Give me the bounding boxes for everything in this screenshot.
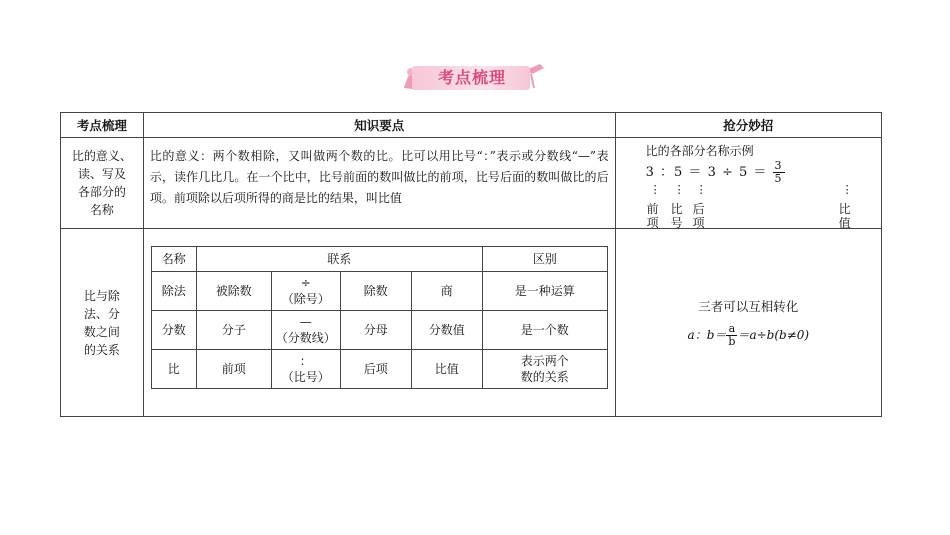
topic-label-line: 读、写及	[77, 167, 126, 181]
formula-fraction	[726, 323, 737, 348]
relation-header-diff: 区别	[482, 247, 607, 272]
conversion-title: 三者可以互相转化	[698, 299, 799, 314]
topic-label-line: 数之间	[83, 324, 120, 339]
vertical-dots-icon: ⋮	[841, 183, 853, 196]
relation-diff: 是一种运算	[482, 272, 607, 311]
part-label-colon: 比号	[670, 202, 683, 230]
part-label-value: 比值	[838, 202, 851, 230]
topic-label-line: 各部分的	[77, 185, 126, 199]
topic-label	[61, 138, 144, 229]
tip-cell	[615, 138, 881, 229]
example-expr-text: 3 ：5 ＝ 3 ÷ 5 ＝	[645, 165, 768, 180]
table-row	[151, 272, 607, 311]
relation-a: 被除数	[196, 272, 271, 311]
relation-diff-line: 数的关系	[520, 370, 569, 384]
header-col3: 抢分妙招	[615, 113, 881, 138]
formula-lhs: a：b＝	[687, 328, 727, 342]
topic-label-line: 法、分	[83, 306, 120, 321]
relation-op-name: （比号）	[281, 370, 330, 384]
knowledge-text: 比的意义：两个数相除，又叫做两个数的比。比可以用比号“：”表示或分数线“—”表示，读作几比几。在一个比中，比号前面的数叫做比的前项，比号后面的数叫做比的后项。前项除以后项所得的商是比的结果，叫比值	[143, 138, 615, 229]
relation-c: 比值	[411, 350, 482, 389]
header-row	[61, 113, 882, 138]
formula-rhs: ＝a÷b(b≠0)	[737, 328, 810, 342]
relation-header-row	[151, 247, 607, 272]
header-col2: 知识要点	[143, 113, 615, 138]
relation-diff: 是一个数	[482, 311, 607, 350]
relation-c: 商	[411, 272, 482, 311]
conversion-tip	[615, 229, 881, 417]
relation-op-symbol: —	[299, 315, 312, 329]
conversion-formula	[687, 322, 810, 348]
relation-b: 后项	[340, 350, 411, 389]
table-row	[151, 350, 607, 389]
vertical-dots-icon: ⋮	[649, 183, 661, 196]
part-label-front: 前项	[646, 202, 659, 230]
section-banner	[398, 60, 546, 94]
relation-op-symbol: ：	[299, 354, 312, 368]
relation-a: 分子	[196, 311, 271, 350]
table-row	[151, 311, 607, 350]
topic-label-line: 比与除	[83, 288, 120, 303]
table-row	[61, 138, 882, 229]
relation-op	[271, 350, 340, 389]
relation-op	[271, 272, 340, 311]
review-table	[60, 112, 882, 417]
relation-diff-line: 表示两个	[520, 354, 569, 368]
topic-label	[61, 229, 144, 417]
topic-label-line: 比的意义、	[71, 149, 132, 163]
relation-name: 比	[151, 350, 196, 389]
part-label-back: 后项	[692, 202, 705, 230]
relation-name: 分数	[151, 311, 196, 350]
relation-b: 除数	[340, 272, 411, 311]
relation-name: 除法	[151, 272, 196, 311]
fraction-numerator: 3	[774, 159, 783, 172]
relation-table	[151, 246, 608, 389]
relation-header-name: 名称	[151, 247, 196, 272]
example-fraction	[773, 160, 785, 185]
fraction-denominator: 5	[774, 172, 783, 185]
relation-op	[271, 311, 340, 350]
relation-diff	[482, 350, 607, 389]
relation-op-name: （除号）	[281, 292, 330, 306]
relation-cell	[143, 229, 615, 417]
table-row	[61, 229, 882, 417]
header-col1: 考点梳理	[61, 113, 144, 138]
vertical-dots-icon: ⋮	[695, 183, 707, 196]
relation-op-name: （分数线）	[275, 331, 336, 345]
relation-a: 前项	[196, 350, 271, 389]
banner-title: 考点梳理	[437, 68, 506, 87]
relation-c: 分数值	[411, 311, 482, 350]
ratio-parts-example	[616, 138, 881, 228]
fraction-denominator: b	[728, 335, 736, 348]
example-title: 比的各部分名称示例	[645, 144, 754, 158]
topic-label-line: 名称	[89, 203, 114, 217]
fraction-numerator: a	[726, 323, 737, 336]
example-expression	[646, 160, 785, 185]
topic-label-line: 的关系	[83, 342, 120, 357]
relation-header-link: 联系	[196, 247, 482, 272]
relation-b: 分母	[340, 311, 411, 350]
vertical-dots-icon: ⋮	[673, 183, 685, 196]
relation-op-symbol: ÷	[300, 276, 311, 290]
